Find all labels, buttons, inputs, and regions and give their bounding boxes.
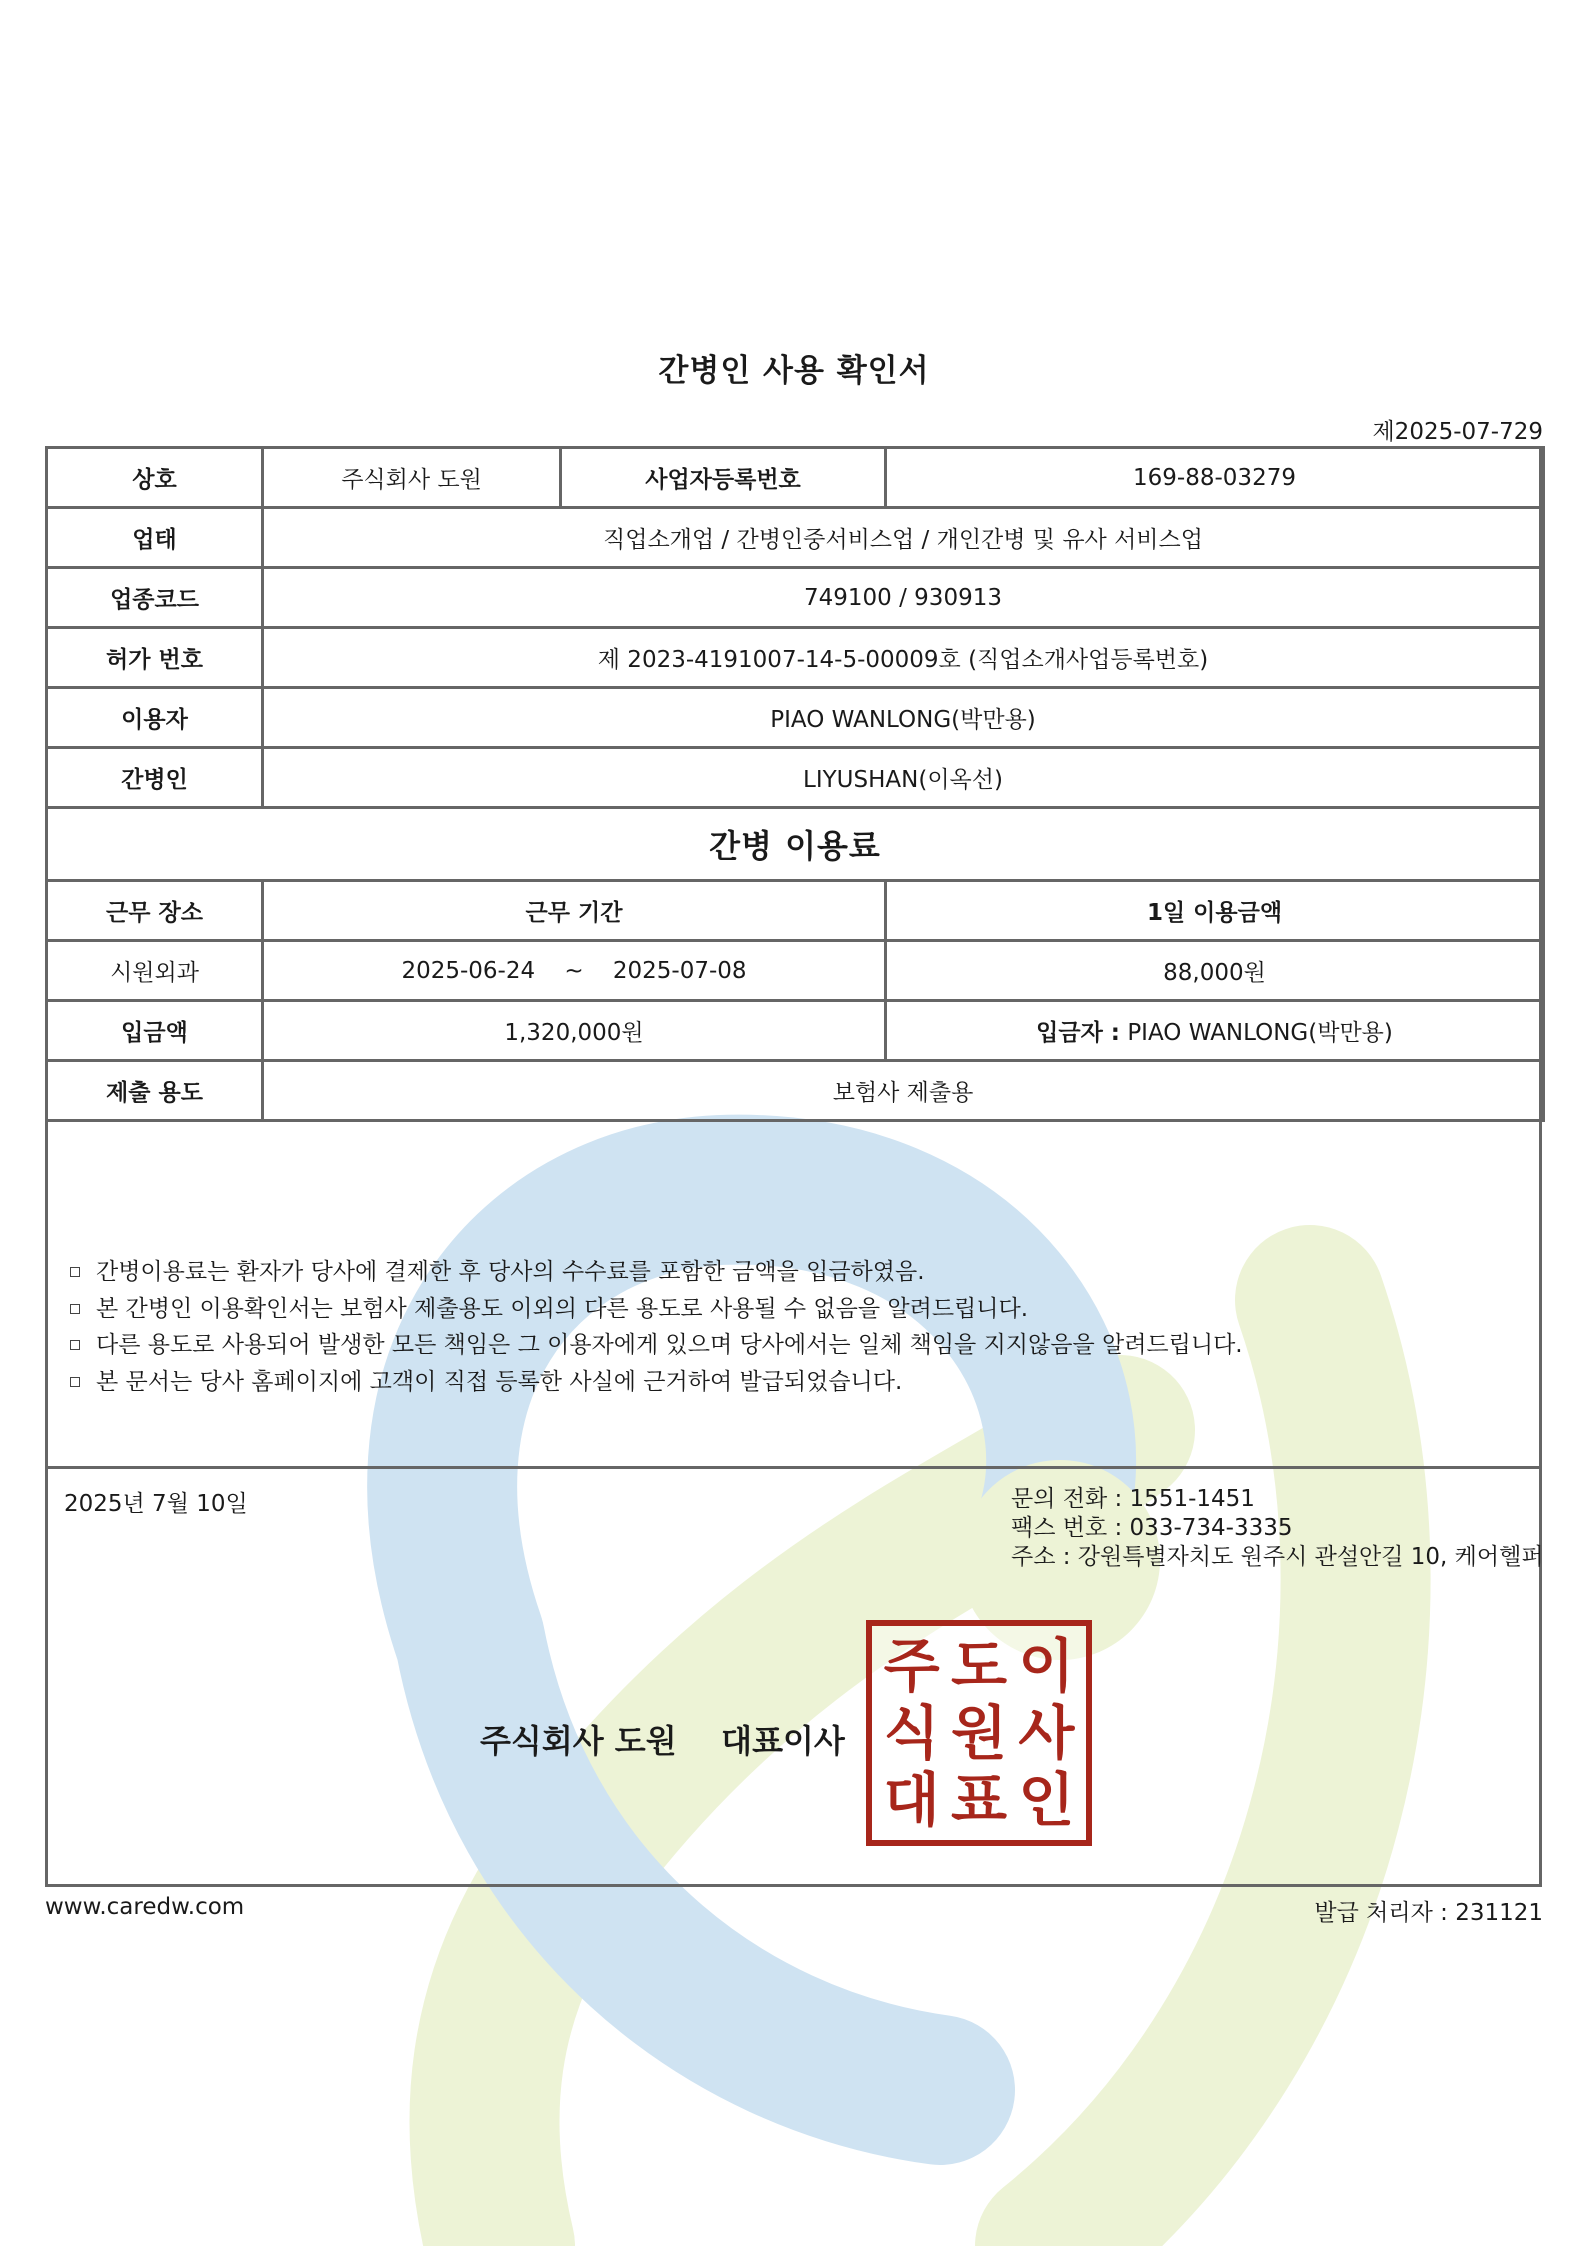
document-title: 간병인 사용 확인서 [658, 353, 930, 389]
notice-text: 간병이용료는 환자가 당사에 결제한 후 당사의 수수료를 포함한 금액을 입금하였음. [96, 1259, 925, 1285]
company-value: 주식회사 도원 [263, 448, 561, 508]
seal-character: 주 [883, 1631, 940, 1700]
work-period-header: 근무 기간 [263, 881, 886, 941]
square-bullet-icon [70, 1304, 80, 1314]
company-label: 상호 [47, 448, 263, 508]
square-bullet-icon [70, 1340, 80, 1350]
seal-character: 도 [950, 1631, 1007, 1700]
issue-date: 2025년 7월 10일 [64, 1491, 248, 1517]
seal-character: 이 [1018, 1631, 1075, 1700]
table-row [47, 628, 1544, 688]
square-bullet-icon [70, 1377, 80, 1387]
daily-fee-value: 88,000원 [886, 941, 1544, 1001]
reg-number-value: 169-88-03279 [886, 448, 1544, 508]
table-row [47, 1061, 1544, 1121]
notice-item [70, 1364, 1243, 1401]
depositor-cell [886, 1001, 1544, 1061]
purpose-value: 보험사 제출용 [263, 1061, 1544, 1121]
table-row [47, 1001, 1544, 1061]
user-label: 이용자 [47, 688, 263, 748]
square-bullet-icon [70, 1267, 80, 1277]
table-row [47, 808, 1544, 881]
caregiver-label: 간병인 [47, 748, 263, 808]
caregiver-value: LIYUSHAN(이옥선) [263, 748, 1544, 808]
reg-number-label: 사업자등록번호 [561, 448, 886, 508]
table-row [47, 688, 1544, 748]
table-row [47, 748, 1544, 808]
work-place-header: 근무 장소 [47, 881, 263, 941]
seal-character: 사 [1018, 1698, 1075, 1767]
table-row [47, 568, 1544, 628]
depositor-label: 입금자 : [1036, 1020, 1120, 1046]
table-row [47, 508, 1544, 568]
notice-text: 다른 용도로 사용되어 발생한 모든 책임은 그 이용자에게 있으며 당사에서는 일체 책임을 지지않음을 알려드립니다. [96, 1332, 1243, 1358]
issuer-info: 발급 처리자 : 231121 [1314, 1900, 1543, 1926]
contact-info [1011, 1485, 1544, 1572]
business-code-label: 업종코드 [47, 568, 263, 628]
section-divider [45, 1466, 1542, 1469]
business-type-value: 직업소개업 / 간병인중서비스업 / 개인간병 및 유사 서비스업 [263, 508, 1544, 568]
notice-item [70, 1254, 1243, 1291]
depositor-value: PIAO WANLONG(박만용) [1127, 1020, 1393, 1046]
notice-item [70, 1291, 1243, 1328]
seal-character: 표 [950, 1766, 1007, 1835]
table-row [47, 448, 1544, 508]
document-number: 제2025-07-729 [1372, 419, 1543, 445]
business-code-value: 749100 / 930913 [263, 568, 1544, 628]
seal-character: 식 [883, 1698, 940, 1767]
notice-list [70, 1254, 1243, 1400]
daily-fee-header: 1일 이용금액 [886, 881, 1544, 941]
info-table [45, 446, 1545, 1122]
notice-text: 본 간병인 이용확인서는 보험사 제출용도 이외의 다른 용도로 사용될 수 없음을 알려드립니다. [96, 1295, 1029, 1322]
website-link[interactable]: www.caredw.com [45, 1894, 245, 1920]
work-place-value: 시원외과 [47, 941, 263, 1001]
notice-text: 본 문서는 당사 홈페이지에 고객이 직접 등록한 사실에 근거하여 발급되었습니다. [96, 1368, 903, 1395]
deposit-label: 입금액 [47, 1001, 263, 1061]
signer-name: 주식회사 도원 대표이사 [480, 1722, 845, 1760]
user-value: PIAO WANLONG(박만용) [263, 688, 1544, 748]
seal-character: 원 [950, 1698, 1007, 1767]
seal-character: 대 [883, 1766, 940, 1835]
contact-fax: 팩스 번호 : 033-734-3335 [1011, 1515, 1293, 1541]
notice-item [70, 1327, 1243, 1364]
table-row [47, 941, 1544, 1001]
seal-character: 인 [1018, 1766, 1075, 1835]
contact-phone: 문의 전화 : 1551-1451 [1011, 1486, 1255, 1512]
deposit-value: 1,320,000원 [263, 1001, 886, 1061]
fee-section-title: 간병 이용료 [47, 808, 1544, 881]
business-type-label: 업태 [47, 508, 263, 568]
license-value: 제 2023-4191007-14-5-00009호 (직업소개사업등록번호) [263, 628, 1544, 688]
license-label: 허가 번호 [47, 628, 263, 688]
purpose-label: 제출 용도 [47, 1061, 263, 1121]
table-row [47, 881, 1544, 941]
contact-address: 주소 : 강원특별자치도 원주시 관설안길 10, 케어헬퍼 [1011, 1544, 1544, 1570]
company-seal-stamp [866, 1620, 1092, 1846]
work-period-value: 2025-06-24 ~ 2025-07-08 [263, 941, 886, 1001]
